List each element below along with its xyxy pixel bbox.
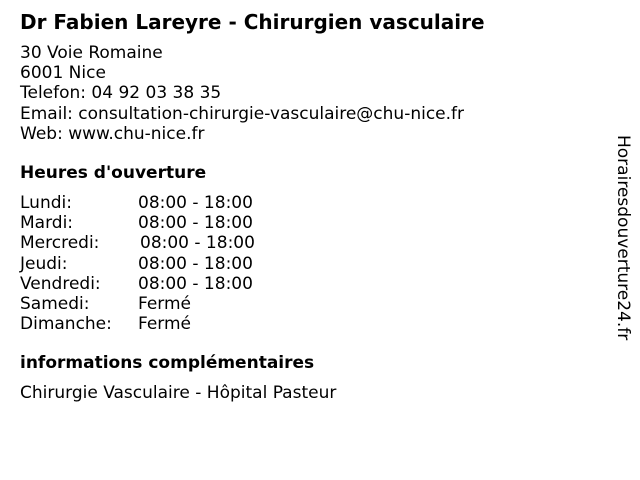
page-title: Dr Fabien Lareyre - Chirurgien vasculaire (20, 10, 485, 34)
opening-hours-heading: Heures d'ouverture (20, 163, 207, 183)
hours-day: Mardi: (20, 213, 74, 234)
hours-day: Vendredi: (20, 273, 101, 294)
opening-hours-table (20, 193, 320, 334)
hours-row-saturday (20, 294, 320, 314)
additional-info-heading: informations complémentaires (20, 353, 315, 373)
address-street: 30 Voie Romaine (20, 43, 163, 63)
hours-time: 08:00 - 18:00 (138, 253, 253, 274)
hours-time: 08:00 - 18:00 (138, 273, 253, 294)
hours-row-thursday (20, 254, 320, 274)
address-city: 6001 Nice (20, 63, 106, 84)
hours-day: Jeudi: (20, 253, 68, 274)
hours-time: 08:00 - 18:00 (138, 213, 253, 234)
site-watermark: Horairesdouverture24.fr (613, 135, 633, 341)
hours-time: 08:00 - 18:00 (138, 193, 253, 213)
hours-day: Lundi: (20, 193, 72, 213)
hours-day: Mercredi: (20, 233, 100, 254)
hours-time: Fermé (138, 293, 192, 314)
hours-row-sunday (20, 314, 320, 334)
hours-row-monday (20, 193, 320, 213)
address-block (20, 43, 464, 144)
hours-row-friday (20, 274, 320, 294)
additional-info-text: Chirurgie Vasculaire - Hôpital Pasteur (20, 383, 337, 403)
phone-number: Telefon: 04 92 03 38 35 (20, 83, 222, 104)
email-address: Email: consultation-chirurgie-vasculaire@chu-nice.fr (20, 103, 465, 124)
hours-time: Fermé (138, 314, 192, 335)
website-address: Web: www.chu-nice.fr (20, 123, 205, 144)
hours-row-wednesday (20, 233, 320, 253)
hours-day: Samedi: (20, 293, 90, 314)
hours-row-tuesday (20, 213, 320, 233)
hours-day: Dimanche: (20, 314, 112, 335)
hours-time: 08:00 - 18:00 (140, 233, 255, 254)
